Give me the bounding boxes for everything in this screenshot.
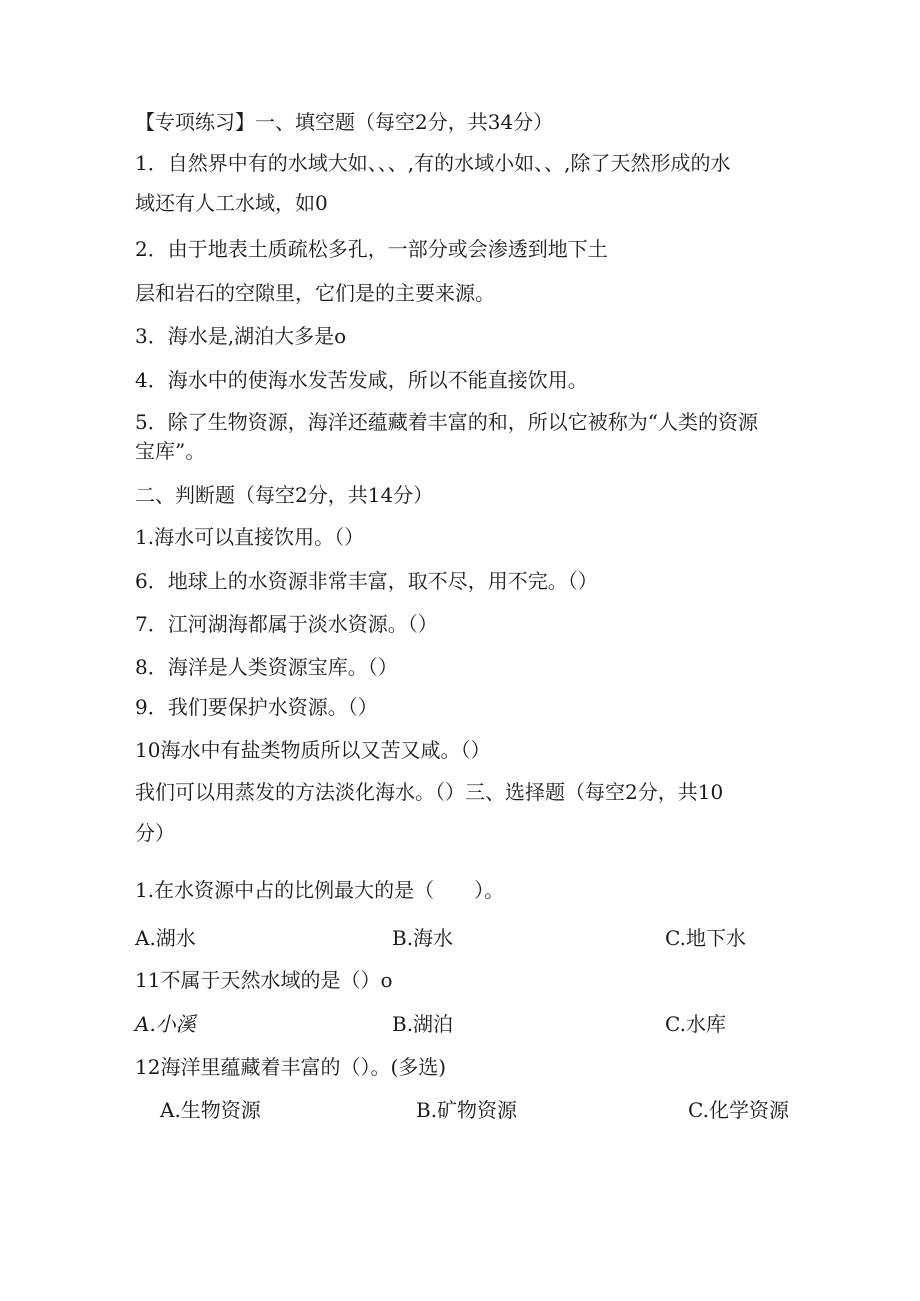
choice-q12-question: 12海洋里蕴藏着丰富的（）。(多选): [135, 1055, 447, 1079]
choice-q11-option-b: B.湖泊: [392, 1012, 454, 1036]
choice-q12-option-b: B.矿物资源: [416, 1098, 518, 1122]
section1-header: 【专项练习】一、填空题（每空2分，共34分）: [135, 110, 554, 134]
judge-q6: 6．地球上的水资源非常丰富，取不尽，用不完。（）: [135, 569, 598, 593]
fill-q1-line2: 域还有人工水域，如0: [135, 191, 328, 215]
judge-q11-line1: 我们可以用蒸发的方法淡化海水。（）三、选择题（每空2分，共10: [135, 780, 724, 804]
fill-q5-line1: 5．除了生物资源，海洋还蕴藏着丰富的和，所以它被称为“人类的资源: [135, 410, 758, 434]
choice-q12-option-a: A.生物资源: [160, 1098, 261, 1122]
judge-q11-line2: 分）: [135, 821, 175, 845]
section2-header: 二、判断题（每空2分，共14分）: [135, 483, 434, 507]
choice-q11-question: 11不属于天然水域的是（）o: [135, 968, 393, 992]
choice-q12-option-c: C.化学资源: [688, 1098, 789, 1122]
judge-q7: 7．江河湖海都属于淡水资源。（）: [135, 612, 438, 636]
choice-q1-question: 1.在水资源中占的比例最大的是（ ）。: [135, 878, 505, 902]
choice-q1-option-b: B.海水: [392, 926, 454, 950]
judge-q8: 8．海洋是人类资源宝库。（）: [135, 655, 398, 679]
fill-q1-line1: 1．自然界中有的水域大如、、、,有的水域小如、、,除了天然形成的水: [135, 151, 731, 175]
judge-q10: 10海水中有盐类物质所以又苦又咸。（）: [135, 738, 491, 762]
choice-q11-option-a: A.小溪: [135, 1012, 196, 1036]
fill-q2-line2: 层和岩石的空隙里，它们是的主要来源。: [135, 281, 495, 305]
fill-q5-line2: 宝库”。: [135, 439, 206, 463]
fill-q3: 3．海水是,湖泊大多是o: [135, 324, 347, 348]
judge-q1: 1.海水可以直接饮用。（）: [135, 525, 365, 549]
choice-q11-option-c: C.水库: [665, 1012, 726, 1036]
choice-q1-option-c: C.地下水: [665, 926, 746, 950]
judge-q9: 9．我们要保护水资源。（）: [135, 695, 378, 719]
fill-q4: 4．海水中的使海水发苦发咸，所以不能直接饮用。: [135, 368, 588, 392]
choice-q1-option-a: A.湖水: [135, 926, 196, 950]
fill-q2-line1: 2．由于地表土质疏松多孔，一部分或会渗透到地下土: [135, 237, 608, 261]
